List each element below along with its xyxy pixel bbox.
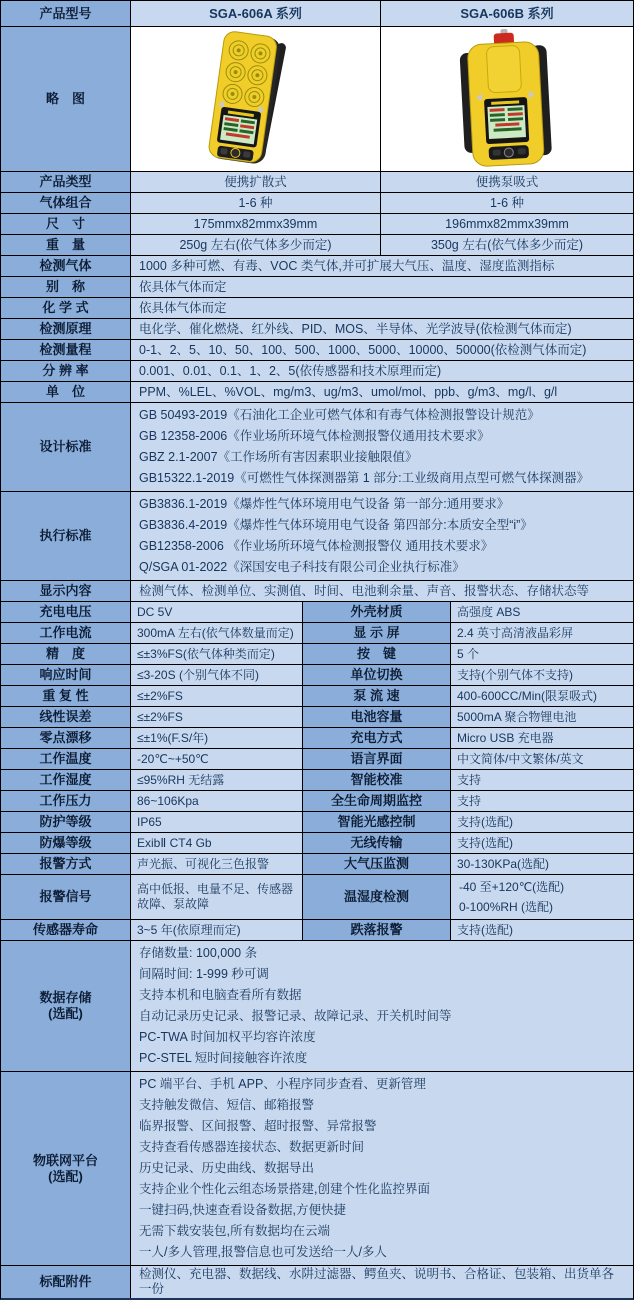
row-value: [451, 875, 633, 920]
row-label: 尺 寸: [1, 214, 131, 235]
value-model-a: 便携扩散式: [131, 172, 381, 193]
row-label: 温湿度检测: [303, 875, 451, 920]
row-value: 1000 多种可燃、有毒、VOC 类气体,并可扩展大气压、温度、湿度监测指标: [131, 256, 633, 277]
table-row: [1, 749, 633, 770]
table-row: [1, 791, 633, 812]
header-model-b: SGA-606B 系列: [381, 1, 633, 27]
row-value: ≤95%RH 无结露: [131, 770, 303, 791]
iot-feature-list: [131, 1072, 633, 1266]
gas-detector-diffusion-icon: [181, 29, 331, 169]
table-row: [1, 854, 633, 875]
row-label: [1, 1072, 131, 1266]
table-row: [1, 728, 633, 749]
feature-line: 临界报警、区间报警、超时报警、异常报警: [139, 1119, 377, 1133]
row-value: Micro USB 充电器: [451, 728, 633, 749]
row-value: 支持(选配): [451, 833, 633, 854]
row-value: 高强度 ABS: [451, 602, 633, 623]
value-line: -40 至+120℃(选配): [459, 880, 565, 894]
row-label: 精 度: [1, 644, 131, 665]
row-label: 执行标准: [1, 492, 131, 581]
row-label: 零点漂移: [1, 728, 131, 749]
row-value: 0-1、2、5、10、50、100、500、1000、5000、10000、50000(依检测气体而定): [131, 340, 633, 361]
row-label: 电池容量: [303, 707, 451, 728]
row-value: 0.001、0.01、0.1、1、2、5(依传感器和技术原理而定): [131, 361, 633, 382]
value-model-b: 196mmx82mmx39mm: [381, 214, 633, 235]
table-row: [1, 920, 633, 941]
row-label: 防护等级: [1, 812, 131, 833]
row-value: 300mA 左右(依气体数量而定): [131, 623, 303, 644]
table-row: [1, 298, 633, 319]
row-label: 重 量: [1, 235, 131, 256]
row-label: 充电方式: [303, 728, 451, 749]
table-row: [1, 686, 633, 707]
row-value: 86~106Kpa: [131, 791, 303, 812]
row-value: 电化学、催化燃烧、红外线、PID、MOS、半导体、光学波导(依检测气体而定): [131, 319, 633, 340]
table-row: [1, 602, 633, 623]
feature-line: PC-TWA 时间加权平均容许浓度: [139, 1030, 316, 1044]
table-row: [1, 812, 633, 833]
table-row: [1, 644, 633, 665]
row-label: 跌落报警: [303, 920, 451, 941]
row-label: 全生命周期监控: [303, 791, 451, 812]
table-row: [1, 623, 633, 644]
row-label: 设计标准: [1, 403, 131, 492]
table-row: [1, 581, 633, 602]
design-standards-list: [131, 403, 633, 492]
row-label: 检测原理: [1, 319, 131, 340]
row-value: 支持: [451, 770, 633, 791]
row-value: PPM、%LEL、%VOL、mg/m3、ug/m3、umol/mol、ppb、g/m3、mg/l、g/l: [131, 382, 633, 403]
row-value: DC 5V: [131, 602, 303, 623]
row-label: 智能光感控制: [303, 812, 451, 833]
row-label: 泵 流 速: [303, 686, 451, 707]
row-label: 语言界面: [303, 749, 451, 770]
row-label: 分 辨 率: [1, 361, 131, 382]
row-label: 报警方式: [1, 854, 131, 875]
exec-standards-list: [131, 492, 633, 581]
row-label: 显示内容: [1, 581, 131, 602]
row-value: 依具体气体而定: [131, 298, 633, 319]
header-product-model: 产品型号: [1, 1, 131, 27]
row-label: 工作压力: [1, 791, 131, 812]
standard-line: GBZ 2.1-2007《工作场所有害因素职业接触限值》: [139, 450, 418, 464]
feature-line: 一人/多人管理,报警信息也可发送给一人/多人: [139, 1245, 387, 1259]
row-label: 智能校准: [303, 770, 451, 791]
value-model-b: 1-6 种: [381, 193, 633, 214]
feature-line: 间隔时间: 1-999 秒可调: [139, 967, 269, 981]
row-value: 中文简体/中文繁体/英文: [451, 749, 633, 770]
feature-line: 支持本机和电脑查看所有数据: [139, 988, 302, 1002]
row-label-title: 数据存储: [39, 990, 92, 1005]
row-value: 30-130KPa(选配): [451, 854, 633, 875]
table-row: [1, 770, 633, 791]
row-value: 2.4 英寸高清液晶彩屏: [451, 623, 633, 644]
value-model-a: 175mmx82mmx39mm: [131, 214, 381, 235]
row-label: 检测气体: [1, 256, 131, 277]
data-storage-list: [131, 941, 633, 1072]
sketch-label: 略 图: [1, 27, 131, 172]
standard-line: GB 12358-2006《作业场所环境气体检测报警仪通用技术要求》: [139, 429, 490, 443]
row-value: ≤±2%FS: [131, 707, 303, 728]
table-header-row: [1, 1, 633, 27]
table-row: [1, 382, 633, 403]
row-value: 支持(选配): [451, 812, 633, 833]
standard-line: GB3836.4-2019《爆炸性气体环境用电气设备 第四部分:本质安全型“i”》: [139, 518, 533, 532]
row-value: 声光振、可视化三色报警: [131, 854, 303, 875]
row-value: 支持: [451, 791, 633, 812]
row-label: 防爆等级: [1, 833, 131, 854]
table-row: [1, 172, 633, 193]
standard-line: Q/SGA 01-2022《深国安电子科技有限公司企业执行标准》: [139, 560, 465, 574]
row-label: 别 称: [1, 277, 131, 298]
value-model-a: 250g 左右(依气体多少而定): [131, 235, 381, 256]
row-value: 支持(个别气体不支持): [451, 665, 633, 686]
feature-line: 一键扫码,快速查看设备数据,方便快捷: [139, 1203, 346, 1217]
standard-line: GB12358-2006 《作业场所环境气体检测报警仪 通用技术要求》: [139, 539, 494, 553]
table-row: [1, 193, 633, 214]
row-label: 检测量程: [1, 340, 131, 361]
feature-line: 存储数量: 100,000 条: [139, 946, 258, 960]
header-model-a: SGA-606A 系列: [131, 1, 381, 27]
row-label: 报警信号: [1, 875, 131, 920]
row-label: 线性误差: [1, 707, 131, 728]
row-label: 重 复 性: [1, 686, 131, 707]
row-value: 5 个: [451, 644, 633, 665]
row-value: 检测仪、充电器、数据线、水阱过滤器、鳄鱼夹、说明书、合格证、包装箱、出货单各一份: [131, 1266, 633, 1298]
sketch-row: [1, 27, 633, 172]
row-label: 单 位: [1, 382, 131, 403]
feature-line: PC-STEL 短时间接触容许浓度: [139, 1051, 308, 1065]
row-value: 高中低报、电量不足、传感器故障、泵故障: [131, 875, 303, 920]
value-line: 0-100%RH (选配): [459, 900, 554, 914]
row-value: 5000mA 聚合物锂电池: [451, 707, 633, 728]
table-row: [1, 340, 633, 361]
row-value: 依具体气体而定: [131, 277, 633, 298]
row-label: 显 示 屏: [303, 623, 451, 644]
feature-line: 历史记录、历史曲线、数据导出: [139, 1161, 315, 1175]
device-a-image-cell: [131, 27, 381, 172]
value-model-b: 350g 左右(依气体多少而定): [381, 235, 633, 256]
row-label-optional: (选配): [48, 1168, 83, 1184]
feature-line: 支持查看传感器连接状态、数据更新时间: [139, 1140, 365, 1154]
row-value: 检测气体、检测单位、实测值、时间、电池剩余量、声音、报警状态、存储状态等: [131, 581, 633, 602]
gas-detector-pump-icon: [432, 29, 582, 169]
table-row: [1, 319, 633, 340]
row-value: ExibⅡ CT4 Gb: [131, 833, 303, 854]
row-label: 化 学 式: [1, 298, 131, 319]
design-standards-row: [1, 403, 633, 492]
row-value: ≤±2%FS: [131, 686, 303, 707]
feature-line: PC 端平台、手机 APP、小程序同步查看、更新管理: [139, 1077, 426, 1091]
row-label: 工作电流: [1, 623, 131, 644]
table-row: [1, 235, 633, 256]
feature-line: 支持企业个性化云组态场景搭建,创建个性化监控界面: [139, 1182, 430, 1196]
row-value: 3~5 年(依原理而定): [131, 920, 303, 941]
table-row: [1, 665, 633, 686]
row-label: 单位切换: [303, 665, 451, 686]
standard-line: GB 50493-2019《石油化工企业可燃气体和有毒气体检测报警设计规范》: [139, 408, 540, 422]
row-value: 支持(选配): [451, 920, 633, 941]
row-label: 气体组合: [1, 193, 131, 214]
row-label: 工作温度: [1, 749, 131, 770]
feature-line: 支持触发微信、短信、邮箱报警: [139, 1098, 315, 1112]
value-model-b: 便携泵吸式: [381, 172, 633, 193]
alarm-signal-row: [1, 875, 633, 920]
row-label: 充电电压: [1, 602, 131, 623]
feature-line: 自动记录历史记录、报警记录、故障记录、开关机时间等: [139, 1009, 452, 1023]
row-value: 400-600CC/Min(限泵吸式): [451, 686, 633, 707]
row-label: 产品类型: [1, 172, 131, 193]
row-label-title: 物联网平台: [32, 1152, 98, 1168]
table-row: [1, 707, 633, 728]
row-label: 外壳材质: [303, 602, 451, 623]
table-row: [1, 833, 633, 854]
row-label: 工作湿度: [1, 770, 131, 791]
standard-line: GB15322.1-2019《可燃性气体探测器第 1 部分:工业级商用点型可燃气体探测器》: [139, 471, 590, 485]
row-value: IP65: [131, 812, 303, 833]
row-label: 传感器寿命: [1, 920, 131, 941]
feature-line: 无需下载安装包,所有数据均在云端: [139, 1224, 330, 1238]
row-label-optional: (选配): [48, 1006, 83, 1021]
data-storage-row: [1, 941, 633, 1072]
row-label: 大气压监测: [303, 854, 451, 875]
device-b-image-cell: [381, 27, 633, 172]
row-label: 响应时间: [1, 665, 131, 686]
exec-standards-row: [1, 492, 633, 581]
row-label: [1, 941, 131, 1072]
standard-line: GB3836.1-2019《爆炸性气体环境用电气设备 第一部分:通用要求》: [139, 497, 510, 511]
table-row: [1, 256, 633, 277]
iot-platform-row: [1, 1072, 633, 1266]
row-value: ≤±1%(F.S/年): [131, 728, 303, 749]
row-value: ≤±3%FS(依气体种类而定): [131, 644, 303, 665]
table-row: [1, 214, 633, 235]
accessories-row: [1, 1266, 633, 1298]
row-value: ≤3-20S (个别气体不同): [131, 665, 303, 686]
table-row: [1, 277, 633, 298]
table-row: [1, 361, 633, 382]
row-value: -20℃~+50℃: [131, 749, 303, 770]
row-label: 标配附件: [1, 1266, 131, 1298]
value-model-a: 1-6 种: [131, 193, 381, 214]
row-label: 按 键: [303, 644, 451, 665]
row-label: 无线传输: [303, 833, 451, 854]
